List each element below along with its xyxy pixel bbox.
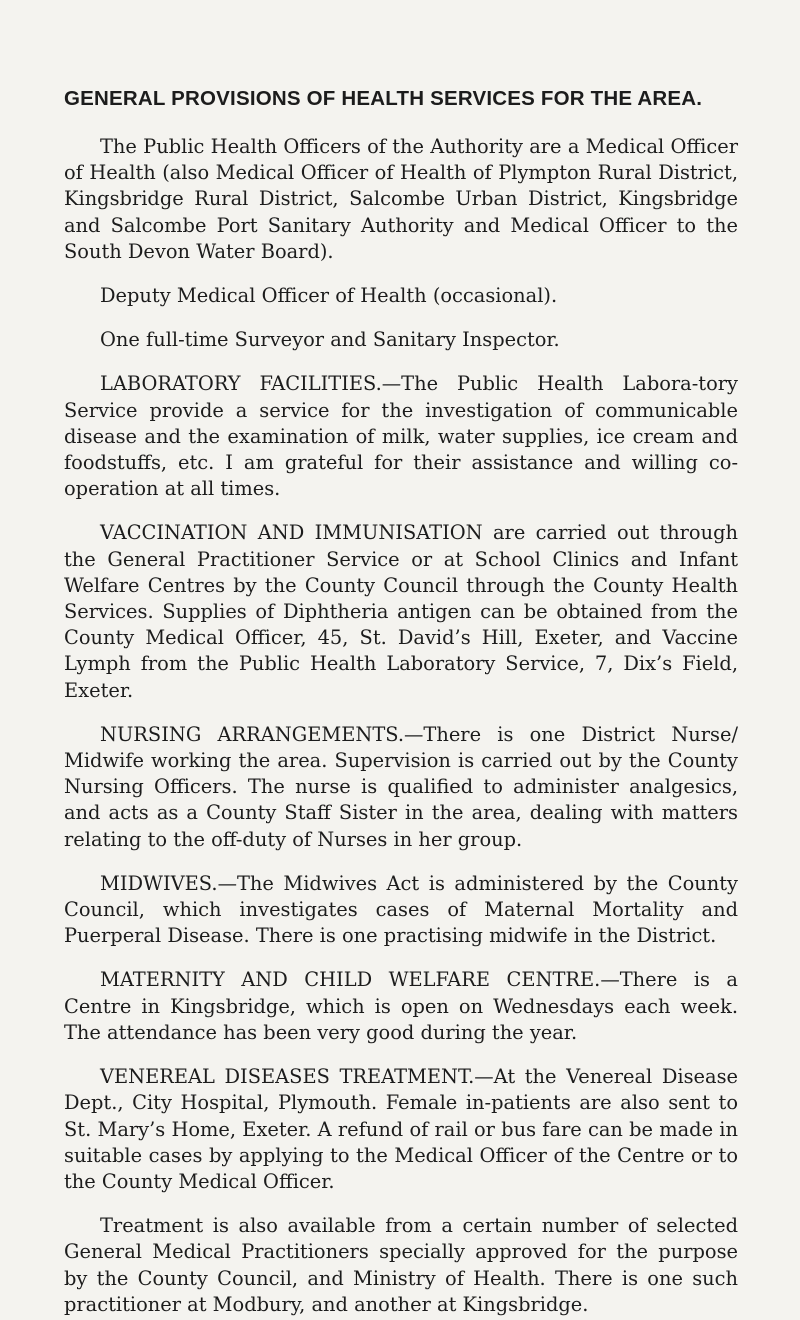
paragraph-deputy-medical-officer: Deputy Medical Officer of Health (occasional). — [100, 284, 558, 308]
paragraph-surveyor: One full-time Surveyor and Sanitary Inspector. — [100, 328, 560, 352]
paragraph-maternity-centre: MATERNITY AND CHILD WELFARE CENTRE.—There is a Centre in Kingsbridge, which is open on Wednesdays each week. The attendance has been very good during the year. — [64, 968, 738, 1044]
paragraph-vaccination: VACCINATION AND IMMUNISATION are carried out through the General Practitioner Service or at School Clinics and Infant Welfare Centres by the County Council through the County Health Services. Supplies of Diphtheria antigen can be obtained from the County Medical Officer, 45, St. David’s Hill, Exeter, and Vaccine Lymph from the Public Health Laboratory Service, 7, Dix’s Field, Exeter. — [64, 521, 738, 702]
paragraph-midwives: MIDWIVES.—The Midwives Act is administered by the County Council, which investigates cases of Maternal Mortality and Puerperal Disease. There is one practising midwife in the District. — [64, 871, 738, 948]
paragraph-treatment: Treatment is also available from a certain number of selected General Medical Practitioners specially approved for the purpose by the County Council, and Ministry of Health. There is one such practitioner at Modbury, and another at Kingsbridge. — [64, 1214, 738, 1316]
section-heading: GENERAL PROVISIONS OF HEALTH SERVICES FOR THE AREA. — [64, 87, 703, 110]
paragraph-laboratory-facilities: LABORATORY FACILITIES.—The Public Health Labora-tory Service provide a service for the investigation of communicable disease and the examination of milk, water supplies, ice cream and foodstuffs, etc. I am grateful for their assistance and willing co-operation at all times. — [64, 372, 738, 501]
paragraph-venereal-diseases: VENEREAL DISEASES TREATMENT.—At the Venereal Disease Dept., City Hospital, Plymouth. Female in-patients are also sent to St. Mary’s Home, Exeter. A refund of rail or bus fare can be made in suitable cases by applying to the Medical Officer of the Centre or to the County Medical Officer. — [64, 1065, 738, 1193]
paragraph-public-health-officers: The Public Health Officers of the Authority are a Medical Officer of Health (also Medical Officer of Health of Plympton Rural District, Kingsbridge Rural District, Salcombe Urban District, Kingsbridge and Salcombe Port Sanitary Authority and Medical Officer to the South Devon Water Board). — [64, 135, 738, 263]
paragraph-nursing-arrangements: NURSING ARRANGEMENTS.—There is one District Nurse/ Midwife working the area. Supervision is carried out by the County Nursing Officers. The nurse is qualified to administer analgesics, and acts as a County Staff Sister in the area, dealing with matters relating to the off-duty of Nurses in her group. — [64, 722, 738, 851]
